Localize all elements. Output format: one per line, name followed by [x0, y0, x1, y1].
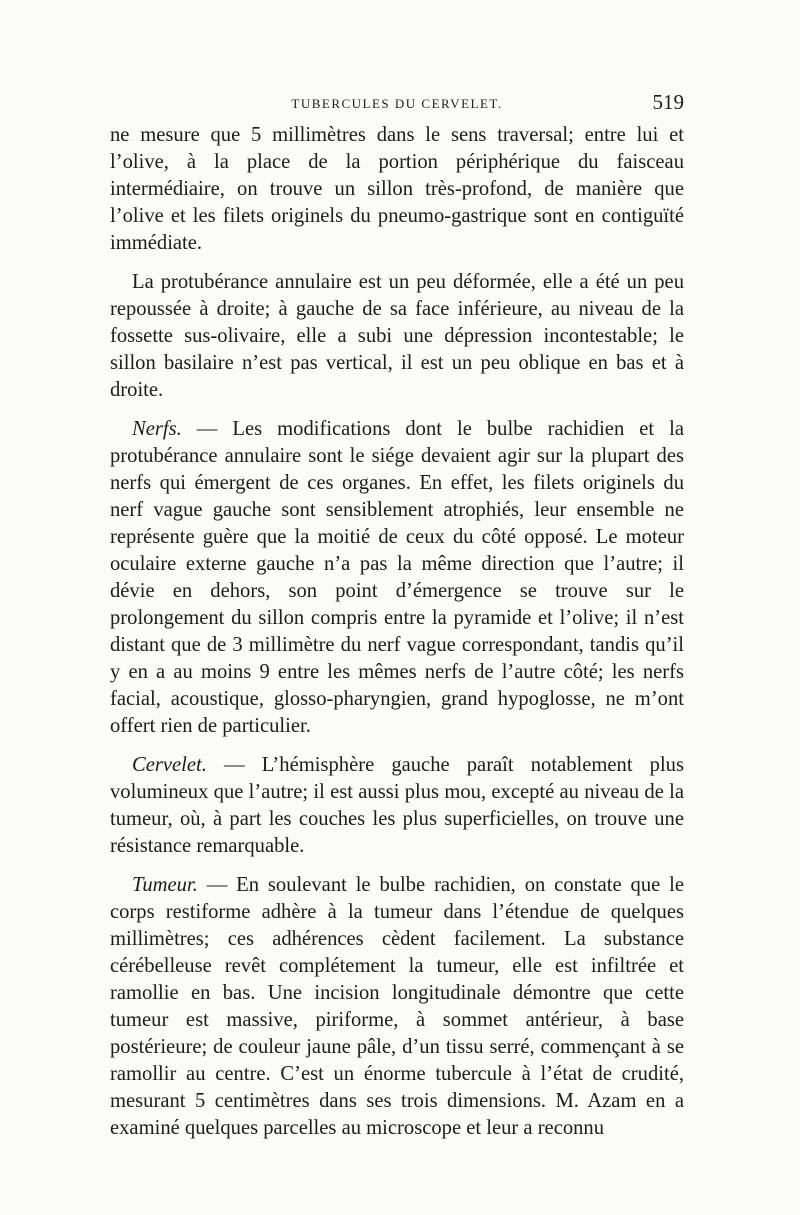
paragraph-cervelet [110, 752, 684, 860]
run-in-heading: Tumeur. [132, 874, 198, 896]
paragraph-protuberance [110, 269, 684, 404]
paragraph-nerfs [110, 416, 684, 740]
run-in-heading: Nerfs. [132, 418, 182, 440]
running-head [110, 90, 684, 120]
paragraph-text: — L’hémisphère gauche paraît notablement plus volumineux que l’autre; il est aussi plus mou, excepté au niveau de la tumeur, où, à part les couches les plus superficielles, on trouve une résistance remarquable. [110, 754, 684, 857]
paragraph-tumeur [110, 872, 684, 1142]
paragraph-text: — Les modifications dont le bulbe rachidien et la protubérance annulaire sont le siége devaient agir sur la plupart des nerfs qui émergent de ces organes. En effet, les filets originels du nerf vague gauche sont sensiblement atrophiés, leur ensemble ne représente guère que la moitié de ceux du côté opposé. Le moteur oculaire externe gauche n’a pas la même direction que l’autre; il dévie en dehors, son point d’émergence se trouve sur le prolongement du sillon compris entre la pyramide et l’olive; il n’est distant que de 3 millimètre du nerf vague correspondant, tandis qu’il y en a au moins 9 entre les mêmes nerfs de l’autre côté; les nerfs facial, acoustique, glosso-pharyngien, grand hypoglosse, ne m’ont offert rien de particulier. [110, 418, 684, 737]
paragraph-text: ne mesure que 5 millimètres dans le sens traversal; entre lui et l’olive, à la place de la portion périphérique du faisceau intermédiaire, on trouve un sillon très-profond, de manière que l’olive et les filets originels du pneumo-gastrique sont en contiguïté immédiate. [110, 124, 684, 254]
run-in-heading: Cervelet. [132, 754, 207, 776]
paragraph-text: La protubérance annulaire est un peu déformée, elle a été un peu repoussée à droite; à gauche de sa face inférieure, au niveau de la fossette sus-olivaire, elle a subi une dépression incontestable; le sillon basilaire n’est pas vertical, il est un peu oblique en bas et à droite. [110, 271, 684, 401]
running-title: TUBERCULES DU CERVELET. [291, 96, 503, 111]
paragraph-text: — En soulevant le bulbe rachidien, on constate que le corps restiforme adhère à la tumeur dans l’étendue de quelques millimètres; ces adhérences cèdent facilement. La substance cérébelleuse revêt complétement la tumeur, elle est infiltrée et ramollie en bas. Une incision longitudinale démontre que cette tumeur est massive, piriforme, à sommet antérieur, à base postérieure; de couleur jaune pâle, d’un tissu serré, commençant à se ramollir au centre. C’est un énorme tubercule à l’état de crudité, mesurant 5 centimètres dans ses trois dimensions. M. Azam en a examiné quelques parcelles au microscope et leur a reconnu [110, 874, 684, 1139]
paragraph-continuation [110, 122, 684, 257]
body-text [110, 122, 684, 1154]
page-number: 519 [652, 90, 684, 114]
